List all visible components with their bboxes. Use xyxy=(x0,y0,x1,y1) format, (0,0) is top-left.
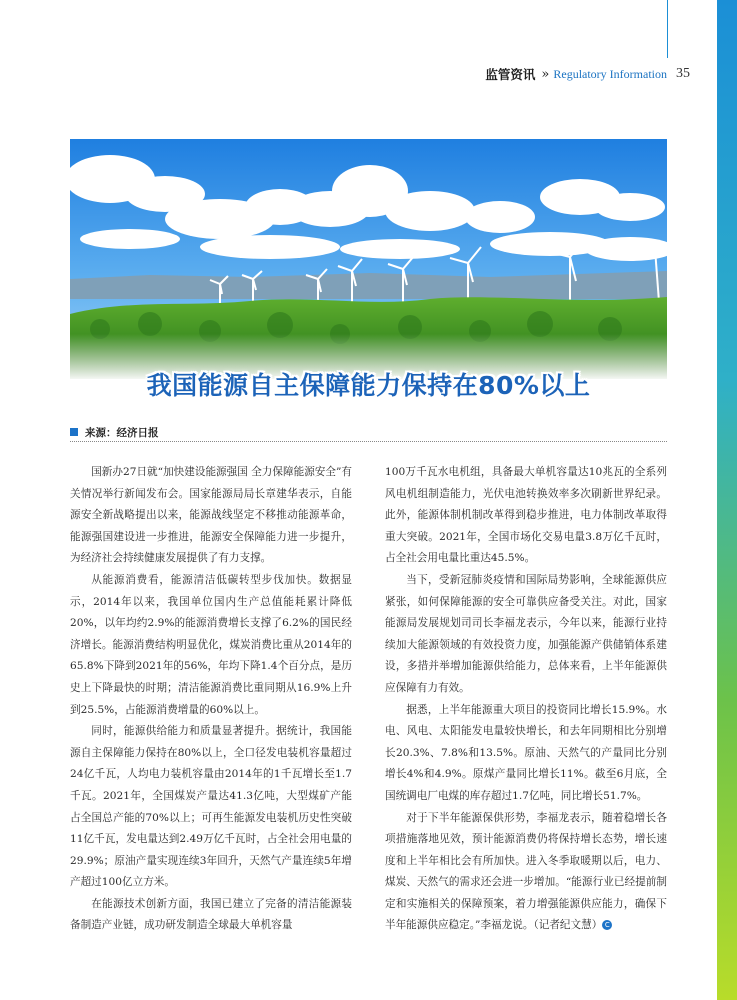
decorative-side-bar xyxy=(717,0,737,1000)
paragraph: 100万千瓦水电机组，具备最大单机容量达10兆瓦的全系列风电机组制造能力，光伏电池转换效率多次刷新世界纪录。此外，能源体制机制改革得到稳步推进，电力体制改革取得重大突破。2021年，全国市场化交易电量3.8万亿千瓦时，占全社会用电量比重达45.5%。 xyxy=(385,466,667,565)
chevron-right-icon: » xyxy=(541,66,548,82)
running-header xyxy=(485,64,667,84)
article-column-left xyxy=(70,462,352,937)
source-text: 来源：经济日报 xyxy=(85,426,159,439)
paragraph: 同时，能源供给能力和质量显著提升。据统计，我国能源自主保障能力保持在80%以上，全口径发电装机容量超过24亿千瓦，人均电力装机容量由2014年的1千瓦增长至1.7千瓦。2021年，全国煤炭产量达41.3亿吨，大型煤矿产能占全国总产能的70%以上；可再生能源发电装机历史性突破11亿千瓦，发电量达到2.49万亿千瓦时，占全社会用电量的29.9%；原油产量实现连续3年回升，天然气产量连续5年增产超过100亿立方米。 xyxy=(70,725,352,889)
page-number: 35 xyxy=(676,66,690,81)
article-column-right xyxy=(385,462,667,937)
square-bullet-icon xyxy=(70,428,78,436)
source-line xyxy=(70,424,159,440)
paragraph-text: 对于下半年能源保供形势，李福龙表示，随着稳增长各项措施落地见效，预计能源消费仍将保持增长态势，增长速度和上半年相比会有所加快。进入冬季取暖期以后，电力、煤炭、天然气的需求还会进一步增加。“能源行业已经提前制定和实施相关的保障预案，着力增强能源供应能力，确保下半年能源供应稳定。”李福龙说。（记者纪文慧） xyxy=(385,811,667,932)
paragraph: 在能源技术创新方面，我国已建立了完备的清洁能源装备制造产业链，成功研发制造全球最大单机容量 xyxy=(70,897,352,932)
paragraph: 从能源消费看，能源清洁低碳转型步伐加快。数据显示，2014年以来，我国单位国内生产总值能耗累计降低20%，以年均约2.9%的能源消费增长支撑了6.2%的国民经济增长。能源消费结构明显优化，煤炭消费比重从2014年的65.8%下降到2021年的56%，年均下降1.4个百分点，是历史上下降最快的时期；清洁能源消费比重同期从16.9%上升到25.5%，占能源消费增量的60%以上。 xyxy=(70,573,352,716)
paragraph: 国新办27日就“加快建设能源强国 全力保障能源安全”有关情况举行新闻发布会。国家能源局局长章建华表示，自能源安全新战略提出以来，能源战线坚定不移推动能源革命，能源强国建设进一步推进，能源安全保障能力进一步提升，为经济社会持续健康发展提供了有力支撑。 xyxy=(70,466,352,565)
paragraph-last xyxy=(385,808,667,938)
section-title-cn: 监管资讯 xyxy=(485,67,536,82)
dotted-divider xyxy=(70,441,667,442)
header-vertical-rule xyxy=(667,0,668,58)
hero-image-wind-farm xyxy=(70,139,667,379)
end-mark-icon: C xyxy=(602,920,612,930)
article-title: 我国能源自主保障能力保持在80%以上 xyxy=(146,371,591,400)
paragraph: 当下，受新冠肺炎疫情和国际局势影响，全球能源供应紧张，如何保障能源的安全可靠供应备受关注。对此，国家能源局发展规划司司长李福龙表示，今年以来，能源行业持续加大能源领域的有效投资力度，加强能源产供储销体系建设，多措并举增加能源供给能力，总体来看，上半年能源供应保障有力有效。 xyxy=(385,573,667,694)
section-title-en: Regulatory Information xyxy=(553,66,667,81)
paragraph: 据悉，上半年能源重大项目的投资同比增长15.9%。水电、风电、太阳能发电量较快增长，和去年同期相比分别增长20.3%、7.8%和13.5%。原油、天然气的产量同比分别增长4%和4.9%。原煤产量同比增长11%。截至6月底，全国统调电厂电煤的库存超过1.7亿吨，同比增长51.7%。 xyxy=(385,703,667,802)
